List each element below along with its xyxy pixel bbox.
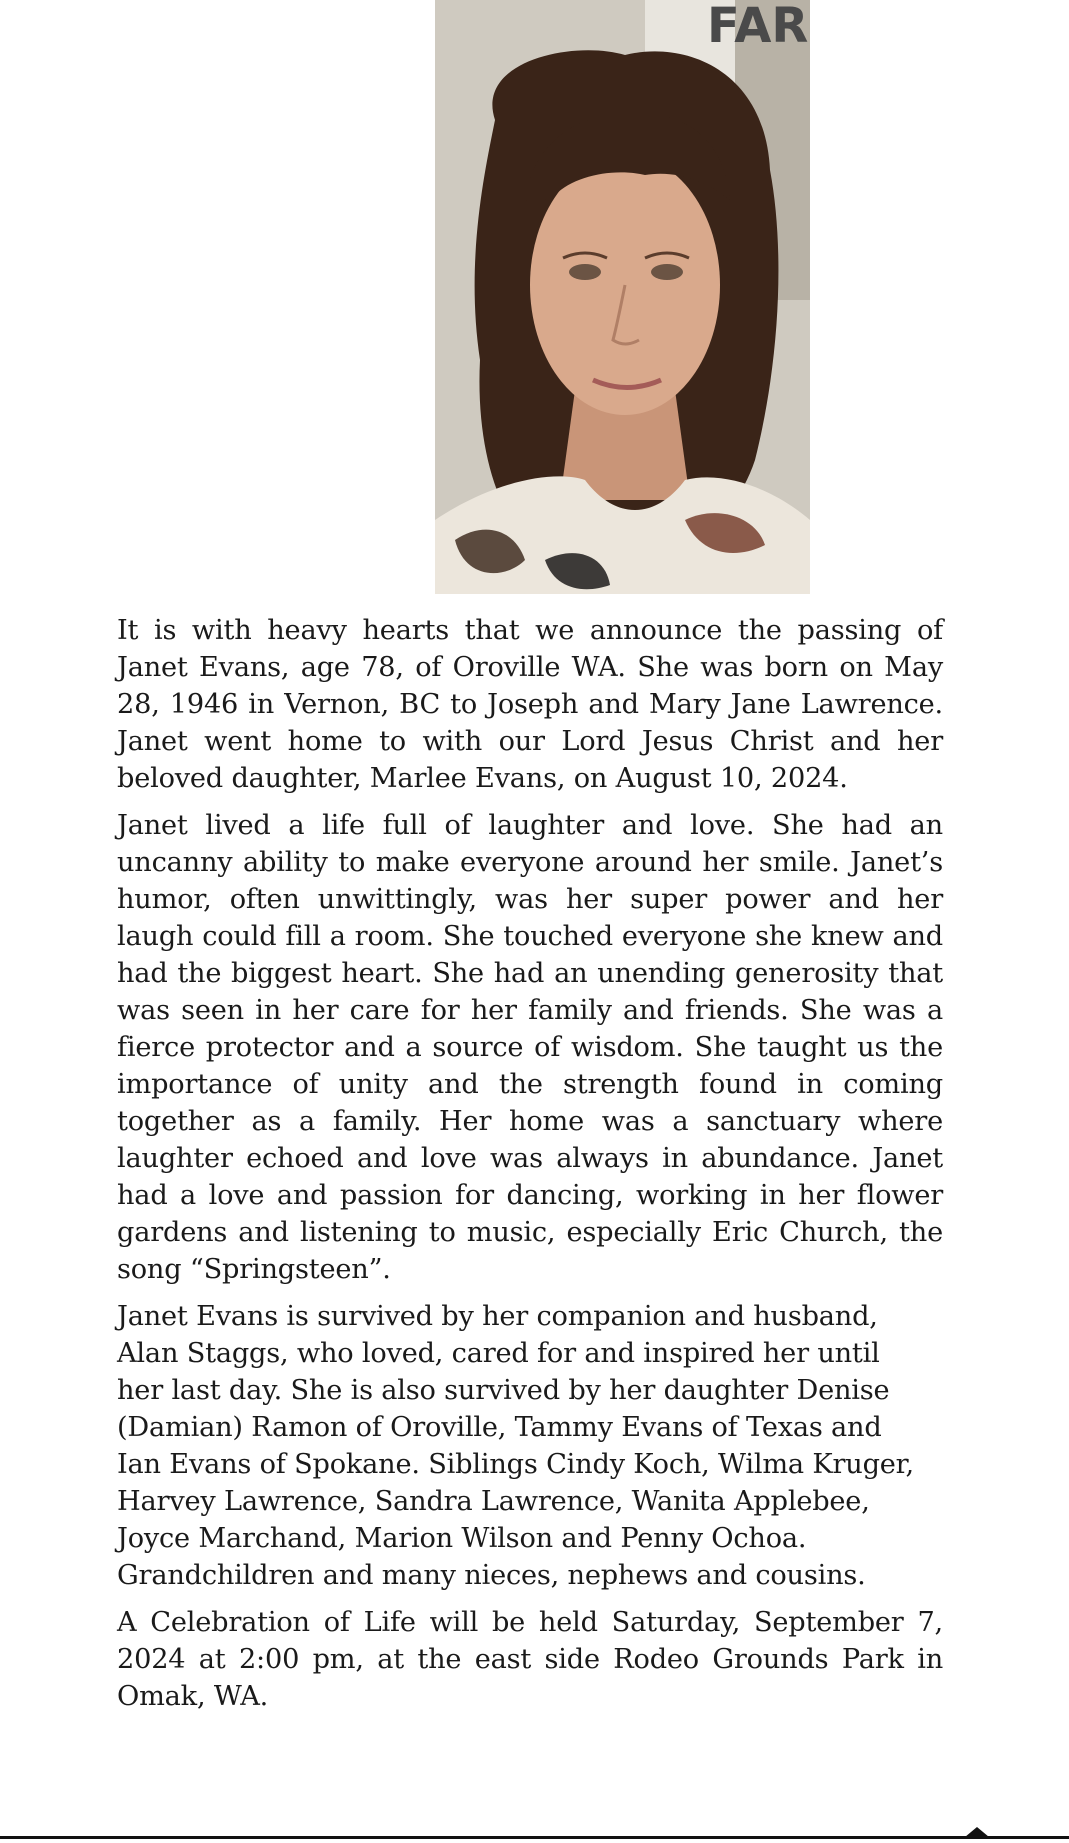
sign-text: FAR [707, 0, 809, 54]
portrait-photo [435, 0, 810, 594]
portrait-illustration [435, 0, 810, 594]
obituary-paragraph-celebration: A Celebration of Life will be held Saturday, September 7, 2024 at 2:00 pm, at the east side Rodeo Grounds Park in Omak, WA. [117, 1607, 943, 1712]
obituary-text [117, 612, 943, 1725]
bottom-divider [0, 1836, 1069, 1839]
bottom-triangle-mark [965, 1827, 989, 1837]
obituary-paragraph-announcement: It is with heavy hearts that we announce the passing of Janet Evans, age 78, of Oroville WA. She was born on May 28, 1946 in Vernon, BC to Joseph and Mary Jane Lawrence. Janet went home to with our Lord Jesus Christ and her beloved daughter, Marlee Evans, on August 10, 2024. [117, 615, 943, 794]
obituary-paragraph-life: Janet lived a life full of laughter and love. She had an uncanny ability to make everyone around her smile. Janet’s humor, often unwittingly, was her super power and her laugh could fill a room. She touched everyone she knew and had the biggest heart. She had an unending generosity that was seen in her care for her family and friends. She was a fierce protector and a source of wisdom. She taught us the importance of unity and the strength found in coming together as a family. Her home was a sanctuary where laughter echoed and love was always in abundance. Janet had a love and passion for dancing, working in her flower gardens and listening to music, especially Eric Church, the song “Springsteen”. [117, 810, 943, 1285]
obituary-paragraph-survivors: Janet Evans is survived by her companion and husband, Alan Staggs, who loved, cared for and inspired her until her last day. She is also survived by her daughter Denise (Damian) Ramon of Oroville, Tammy Evans of Texas and Ian Evans of Spokane. Siblings Cindy Koch, Wilma Kruger, Harvey Lawrence, Sandra Lawrence, Wanita Applebee, Joyce Marchand, Marion Wilson and Penny Ochoa. Grandchildren and many nieces, nephews and cousins. [117, 1301, 914, 1591]
